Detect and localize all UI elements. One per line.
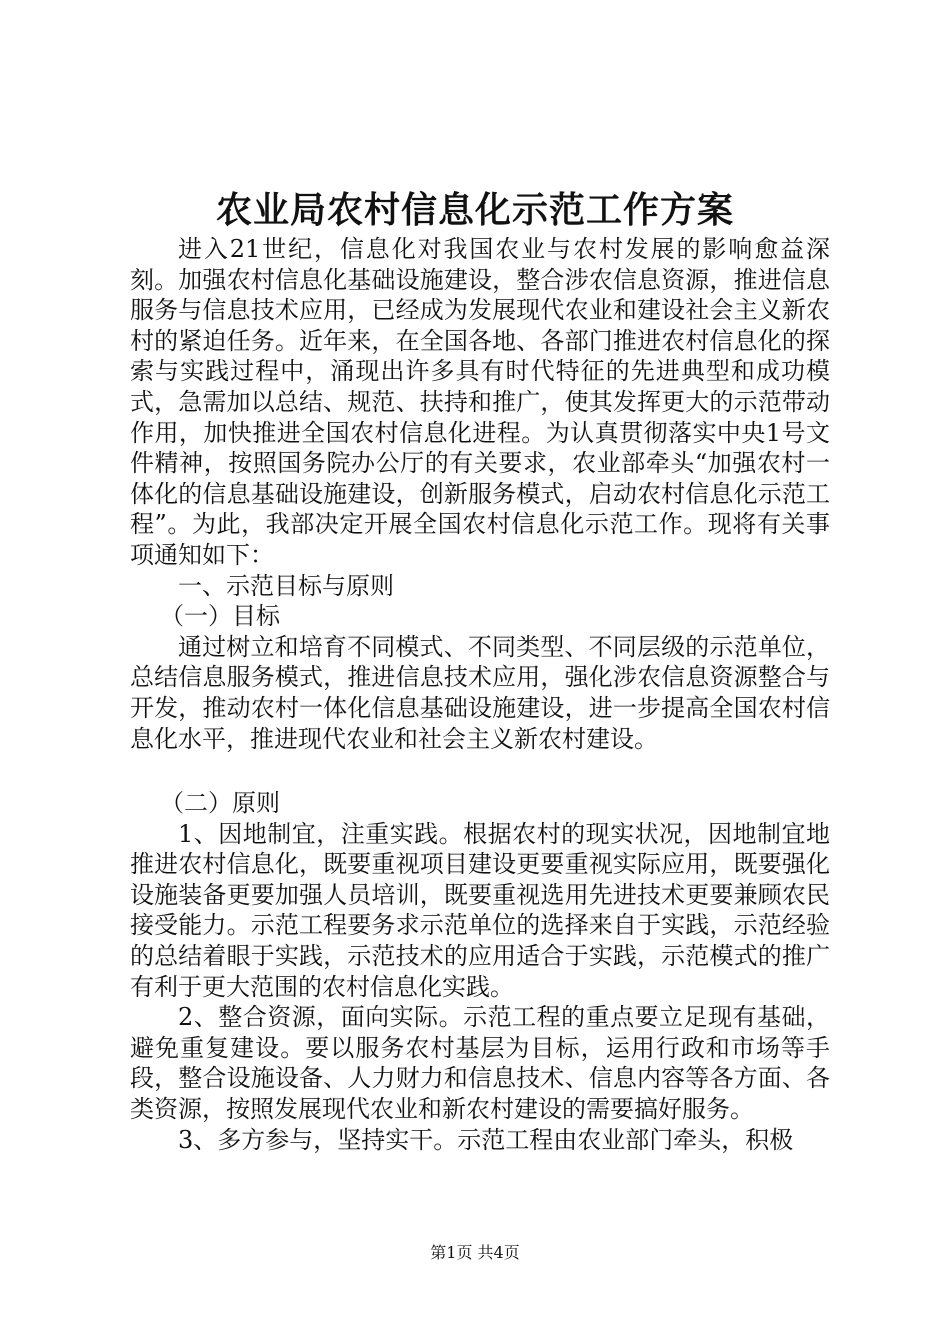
principle-paragraph-2: 2、整合资源，面向实际。示范工程的重点要立足现有基础，避免重复建设。要以服务农村基层为目标，运用行政和市场等手段，整合设施设备、人力财力和信息技术、信息内容等各方面、各类资源，按照发展现代农业和新农村建设的需要搞好服务。 bbox=[130, 1003, 830, 1124]
blank-line bbox=[130, 754, 830, 788]
intro-paragraph: 进入21世纪，信息化对我国农业与农村发展的影响愈益深刻。加强农村信息化基础设施建设，整合涉农信息资源，推进信息服务与信息技术应用，已经成为发展现代农业和建设社会主义新农村的紧迫任务。近年来，在全国各地、各部门推进农村信息化的探索与实践过程中，涌现出许多具有时代特征的先进典型和成功模式，急需加以总结、规范、扶持和推广，使其发挥更大的示范带动作用，加快推进全国农村信息化进程。为认真贯彻落实中央1号文件精神，按照国务院办公厅的有关要求，农业部牵头“加强农村一体化的信息基础设施建设，创新服务模式，启动农村信息化示范工程”。为此，我部决定开展全国农村信息化示范工作。现将有关事项通知如下： bbox=[130, 235, 830, 569]
document-title: 农业局农村信息化示范工作方案 bbox=[215, 189, 734, 231]
goal-paragraph: 通过树立和培育不同模式、不同类型、不同层级的示范单位，总结信息服务模式，推进信息技术应用，强化涉农信息资源整合与开发，推动农村一体化信息基础设施建设，进一步提高全国农村信息化水平，推进现代农业和社会主义新农村建设。 bbox=[130, 632, 830, 753]
page-footer: 第1页 共4页 bbox=[430, 1243, 520, 1262]
subsection-heading-goal: （一）目标 bbox=[160, 602, 280, 631]
document-body bbox=[130, 234, 830, 1155]
section-heading-1: 一、示范目标与原则 bbox=[178, 571, 394, 600]
principle-paragraph-3: 3、多方参与，坚持实干。示范工程由农业部门牵头，积极 bbox=[178, 1125, 794, 1154]
principle-paragraph-1: 1、因地制宜，注重实践。根据农村的现实状况，因地制宜地推进农村信息化，既要重视项目建设更要重视实际应用，既要强化设施装备更要加强人员培训，既要重视选用先进技术更要兼顾农民接受能力。示范工程要务求示范单位的选择来自于实践，示范经验的总结着眼于实践，示范技术的应用适合于实践，示范模式的推广有利于更大范围的农村信息化实践。 bbox=[130, 819, 830, 1001]
subsection-heading-principles: （二）原则 bbox=[160, 789, 280, 818]
